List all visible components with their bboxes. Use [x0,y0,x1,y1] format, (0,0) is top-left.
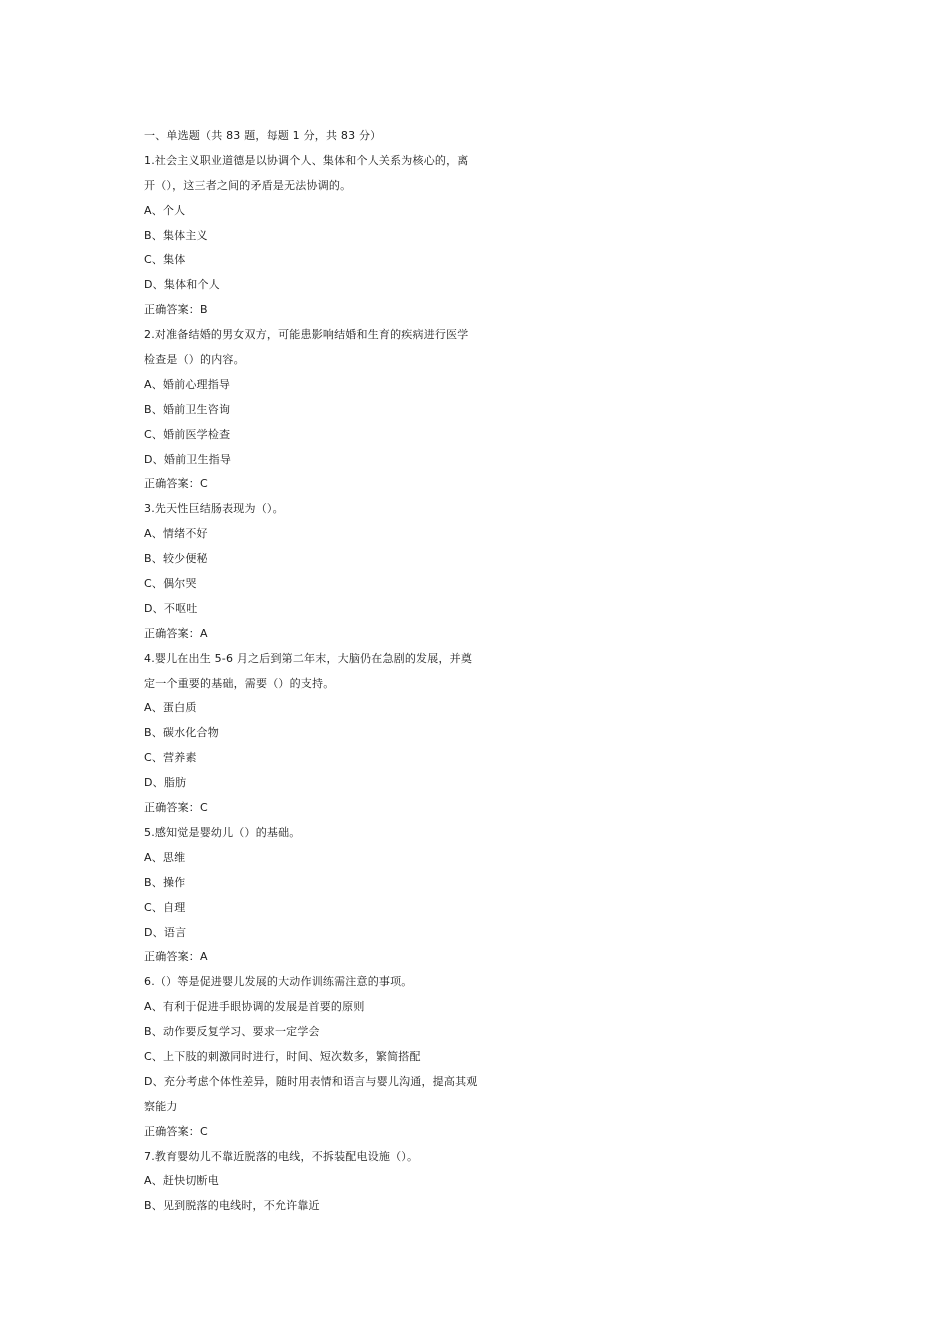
question-text: 3.先天性巨结肠表现为（）。 [144,502,284,516]
answer-option: C、偶尔哭 [144,577,197,591]
answer-option: D、脂肪 [144,776,187,790]
correct-answer: 正确答案：C [144,477,208,491]
correct-answer: 正确答案：A [144,950,208,964]
answer-option: B、婚前卫生咨询 [144,402,231,416]
question-text: 6.（）等是促进婴儿发展的大动作训练需注意的事项。 [144,975,413,989]
answer-option: D、婚前卫生指导 [144,452,232,466]
answer-option: D、集体和个人 [144,278,220,292]
answer-option: A、情绪不好 [144,527,208,541]
answer-option: A、有利于促进手眼协调的发展是首要的原则 [144,1000,365,1014]
answer-option: C、婚前医学检查 [144,427,231,441]
document-content [144,124,524,1219]
answer-option: B、碳水化合物 [144,726,219,740]
correct-answer: 正确答案：C [144,1124,208,1138]
answer-option: C、集体 [144,253,186,267]
answer-option: C、营养素 [144,751,197,765]
question-text: 5.感知觉是婴幼儿（）的基础。 [144,825,301,839]
correct-answer: 正确答案：C [144,801,208,815]
question-text: 4.婴儿在出生 5-6 月之后到第二年末，大脑仍在急剧的发展，并奠 [144,651,473,665]
answer-option: A、个人 [144,203,186,217]
question-text: 检查是（）的内容。 [144,353,245,367]
answer-option: B、集体主义 [144,228,208,242]
question-text: 1.社会主义职业道德是以协调个人、集体和个人关系为核心的，离 [144,153,469,167]
question-text: 开（），这三者之间的矛盾是无法协调的。 [144,178,352,192]
answer-option: B、动作要反复学习、要求一定学会 [144,1025,320,1039]
correct-answer: 正确答案：B [144,303,208,317]
answer-option: 察能力 [144,1099,178,1113]
question-text: 定一个重要的基础，需要（）的支持。 [144,676,335,690]
answer-option: D、不呕吐 [144,601,198,615]
answer-option: B、操作 [144,875,186,889]
answer-option: C、上下肢的刺激同时进行，时间、短次数多，繁简搭配 [144,1049,421,1063]
answer-option: B、较少便秘 [144,552,208,566]
section-heading: 一、单选题（共 83 题，每题 1 分，共 83 分） [144,129,382,142]
correct-answer: 正确答案：A [144,626,208,640]
question-text: 7.教育婴幼儿不靠近脱落的电线，不拆装配电设施（）。 [144,1149,419,1163]
answer-option: C、自理 [144,900,186,914]
answer-option: A、蛋白质 [144,701,197,715]
answer-option: B、见到脱落的电线时，不允许靠近 [144,1199,320,1213]
question-text: 2.对准备结婚的男女双方，可能患影响结婚和生育的疾病进行医学 [144,328,469,342]
answer-option: A、思维 [144,850,186,864]
answer-option: A、赶快切断电 [144,1174,219,1188]
answer-option: D、语言 [144,925,187,939]
answer-option: A、婚前心理指导 [144,377,231,391]
answer-option: D、充分考虑个体性差异，随时用表情和语言与婴儿沟通，提高其观 [144,1074,478,1088]
